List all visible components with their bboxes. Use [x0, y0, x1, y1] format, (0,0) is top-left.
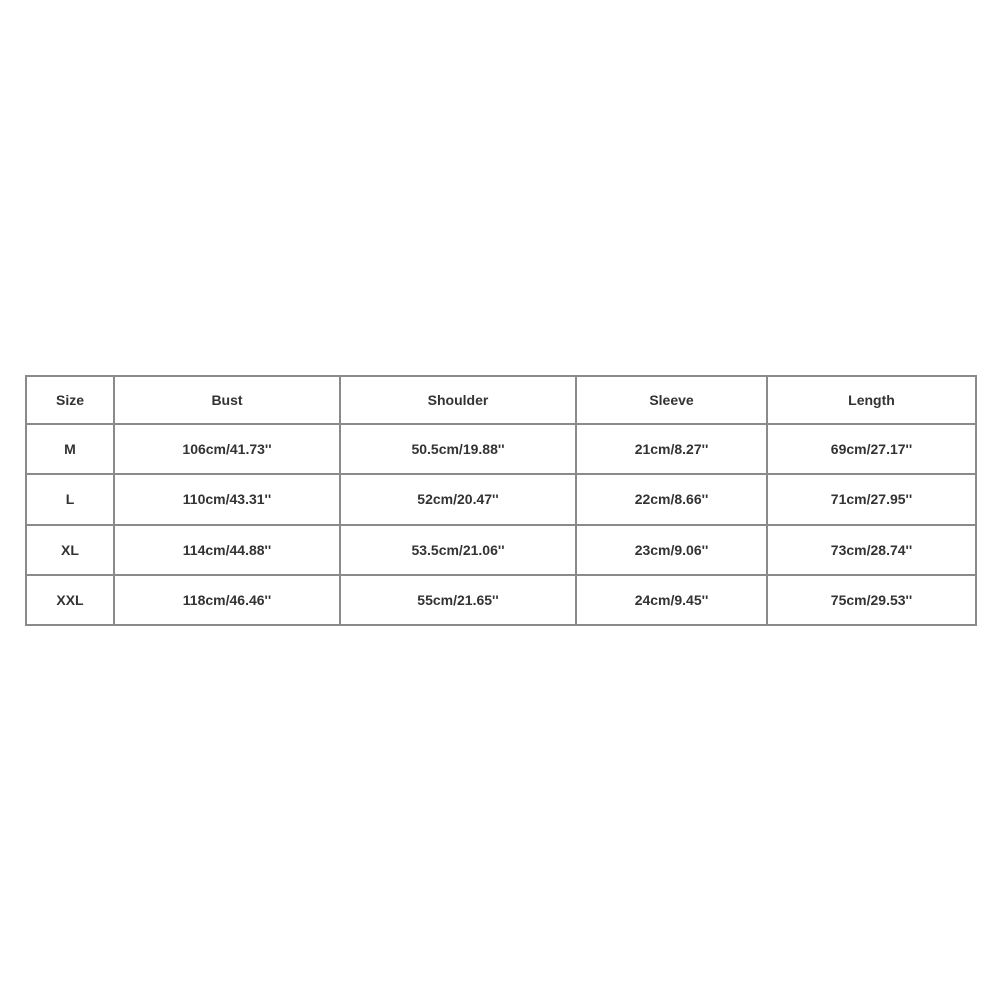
cell-shoulder: 55cm/21.65''	[340, 575, 576, 625]
cell-sleeve: 21cm/8.27''	[576, 424, 767, 474]
table-row	[26, 474, 976, 524]
cell-shoulder: 52cm/20.47''	[340, 474, 576, 524]
cell-size: XXL	[26, 575, 114, 625]
cell-sleeve: 22cm/8.66''	[576, 474, 767, 524]
header-shoulder: Shoulder	[340, 376, 576, 424]
cell-shoulder: 50.5cm/19.88''	[340, 424, 576, 474]
cell-length: 71cm/27.95''	[767, 474, 976, 524]
cell-size: L	[26, 474, 114, 524]
cell-shoulder: 53.5cm/21.06''	[340, 525, 576, 575]
header-size: Size	[26, 376, 114, 424]
cell-bust: 110cm/43.31''	[114, 474, 340, 524]
cell-length: 69cm/27.17''	[767, 424, 976, 474]
cell-size: XL	[26, 525, 114, 575]
cell-bust: 106cm/41.73''	[114, 424, 340, 474]
header-sleeve: Sleeve	[576, 376, 767, 424]
cell-length: 75cm/29.53''	[767, 575, 976, 625]
size-chart-body	[26, 424, 976, 625]
cell-length: 73cm/28.74''	[767, 525, 976, 575]
table-row	[26, 424, 976, 474]
cell-sleeve: 24cm/9.45''	[576, 575, 767, 625]
cell-bust: 114cm/44.88''	[114, 525, 340, 575]
header-row	[26, 376, 976, 424]
size-chart-table	[25, 375, 977, 626]
size-chart-header	[26, 376, 976, 424]
cell-size: M	[26, 424, 114, 474]
table-row	[26, 575, 976, 625]
header-bust: Bust	[114, 376, 340, 424]
table-row	[26, 525, 976, 575]
cell-sleeve: 23cm/9.06''	[576, 525, 767, 575]
cell-bust: 118cm/46.46''	[114, 575, 340, 625]
header-length: Length	[767, 376, 976, 424]
